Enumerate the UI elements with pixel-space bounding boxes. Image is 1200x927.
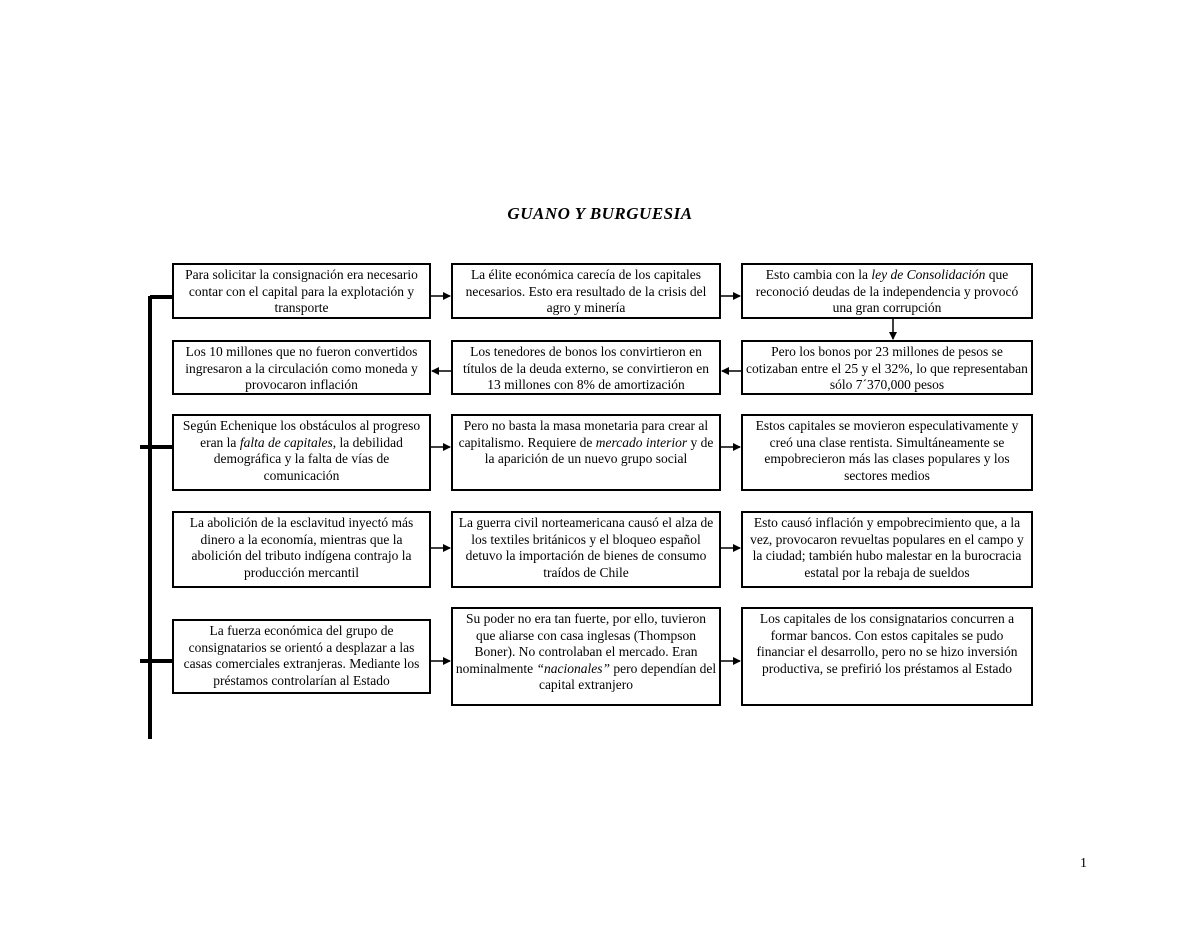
box-inflacion-revueltas: [741, 511, 1033, 588]
box-text-segment: Pero los bonos por 23 millones de pesos se cotizaban entre el 25 y el 32%, lo que representaban sólo 7´370,000 pesos: [746, 344, 1032, 392]
box-ley-consolidacion: [741, 263, 1033, 319]
box-text-segment: Esto causó inflación y empobrecimiento que, a la vez, provocaron revueltas populares en el campo y la ciudad; también hubo malestar en la burocracia estatal por la rebaja de sueldos: [750, 515, 1028, 580]
box-text-segment: Para solicitar la consignación era necesario contar con el capital para la explotación y transporte: [185, 267, 422, 315]
box-elite-economica: [451, 263, 721, 319]
box-text-segment: La guerra civil norteamericana causó el alza de los textiles británicos y el bloqueo español detuvo la importación de bienes de consumo traídos de Chile: [458, 515, 717, 580]
box-text-segment: Pero no basta la masa monetaria para crear al capitalismo. Requiere de: [458, 418, 712, 450]
box-poder-casas-inglesas: [451, 607, 721, 706]
box-text-segment: “nacionales”: [536, 660, 611, 676]
box-text-segment: Los tenedores de bonos los convirtieron en títulos de la deuda externo, se convirtieron en 13 millones con 8% de amortización: [463, 344, 713, 392]
box-text-segment: ley de Consolidación: [871, 267, 986, 282]
box-text-segment: Esto cambia con la: [765, 267, 872, 282]
box-text-segment: Su poder no era tan fuerte, por ello, tuvieron que aliarse con casa inglesas (Thompson Boner). No controlaban el mercado. Eran nominalmente: [455, 611, 710, 676]
box-text-segment: Estos capitales se movieron especulativamente y creó una clase rentista. Simultáneamente se empobrecieron más las clases populares y los sectores medios: [755, 418, 1022, 483]
box-10-millones-inflacion: [172, 340, 431, 395]
box-abolicion-esclavitud: [172, 511, 431, 588]
box-text-segment: pero dependían del capital extranjero: [538, 660, 720, 692]
box-clase-rentista: [741, 414, 1033, 491]
box-fuerza-consignatarios: [172, 619, 431, 694]
diagram-title: GUANO Y BURGUESIA: [507, 204, 693, 223]
box-mercado-interior: [451, 414, 721, 491]
box-text-segment: Según Echenique los obstáculos al progreso eran la: [182, 418, 424, 450]
box-text-segment: mercado interior: [595, 434, 688, 450]
box-echenique-obstaculos: [172, 414, 431, 491]
box-bancos-prestamos: [741, 607, 1033, 706]
page-number: 1: [1080, 856, 1087, 871]
box-text-segment: falta de capitales: [239, 434, 333, 450]
box-text-segment: , la debilidad demográfica y la falta de vías de comunicación: [213, 434, 407, 483]
box-text-segment: Los 10 millones que no fueron convertidos ingresaron a la circulación como moneda y provocaron inflación: [185, 344, 422, 392]
box-tenedores-bonos: [451, 340, 721, 395]
box-text-segment: La fuerza económica del grupo de consignatarios se orientó a desplazar a las casas comerciales extranjeras. Mediante los préstamos controlarían al Estado: [183, 623, 423, 688]
box-guerra-civil-norteamericana: [451, 511, 721, 588]
box-text-segment: La élite económica carecía de los capitales necesarios. Esto era resultado de la crisis del agro y minería: [465, 267, 710, 315]
box-text-segment: Los capitales de los consignatarios concurren a formar bancos. Con estos capitales se pudo financiar el desarrollo, pero no se hizo inversión productiva, se prefirió los préstamos al Estado: [756, 611, 1021, 676]
box-bonos-23-millones: [741, 340, 1033, 395]
box-text-segment: La abolición de la esclavitud inyectó más dinero a la economía, mientras que la abolición del tributo indígena contrajo la producción mercantil: [189, 515, 417, 580]
box-text-segment: y de la aparición de un nuevo grupo social: [484, 434, 717, 466]
box-consignacion-capital: [172, 263, 431, 319]
box-text-segment: que reconoció deudas de la independencia y provocó una gran corrupción: [755, 267, 1022, 315]
